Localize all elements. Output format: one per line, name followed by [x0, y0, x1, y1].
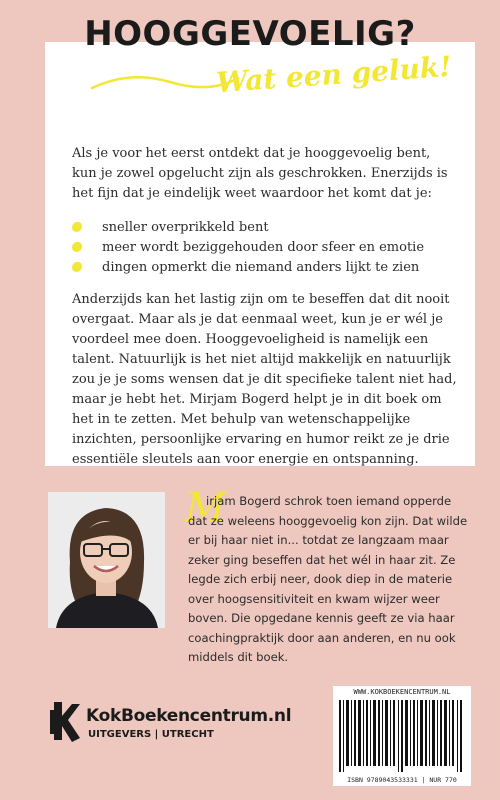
body-paragraph: Anderzijds kan het lastig zijn om te beseffen dat dit nooit overgaat. Maar als je dat eenmaal weet, kun je er wél je voordeel mee doen. Hooggevoeligheid is namelijk een talent. Natuurlijk is het niet altijd makkelijk en natuurlijk zou je je soms wensen dat je dit specifieke talent niet had, maar je hebt het. Mirjam Bogerd helpt je in dit boek om het in te zetten. Met behulp van wetenschappelijke inzichten, persoonlijke ervaring en humor reikt ze je drie essentiële sleutels aan voor energie en ontspanning.	[72, 292, 457, 467]
bio-text: dat ze weleens hooggevoelig kon zijn. Dat wilde er bij haar niet in... totdat ze langzaam maar zeker ging beseffen dat het wél in haar zit. Ze legde zich erbij neer, dook diep in de materie over hoogsensitiviteit en kwam wijzer weer boven. Die opgedane kennis geeft ze via haar coachingpraktijk door aan anderen, en nu ook middels dit boek.	[188, 513, 468, 664]
bio-dropcap: M	[185, 485, 226, 531]
book-subtitle: Wat een geluk!	[215, 49, 453, 100]
barcode-icon	[339, 700, 465, 772]
author-bio	[188, 492, 478, 668]
intro-paragraph: Als je voor het eerst ontdekt dat je hooggevoelig bent, kun je zowel opgelucht zijn als geschrokken. Enerzijds is het fijn dat je eindelijk weet waardoor het komt dat je:	[72, 146, 448, 201]
publisher-logo-icon	[48, 700, 82, 744]
bullet-icon	[72, 222, 82, 232]
author-photo	[48, 492, 165, 628]
bullet-list	[72, 218, 450, 278]
list-item: sneller overprikkeld bent	[72, 218, 450, 238]
bio-first-line: irjam Bogerd schrok toen iemand opperde	[206, 494, 452, 508]
barcode-url: WWW.KOKBOEKENCENTRUM.NL	[353, 688, 451, 696]
list-item: meer wordt beziggehouden door sfeer en emotie	[72, 238, 450, 258]
bullet-icon	[72, 262, 82, 272]
publisher-tagline: UITGEVERS | UTRECHT	[88, 729, 214, 740]
bullet-icon	[72, 242, 82, 252]
barcode-area	[333, 686, 471, 786]
isbn-text: ISBN 9789043533331 | NUR 770	[347, 776, 457, 784]
publisher-name: KokBoekencentrum.nl	[86, 706, 292, 726]
list-item: dingen opmerkt die niemand anders lijkt te zien	[72, 258, 450, 278]
book-title: HOOGGEVOELIG?	[84, 14, 416, 54]
